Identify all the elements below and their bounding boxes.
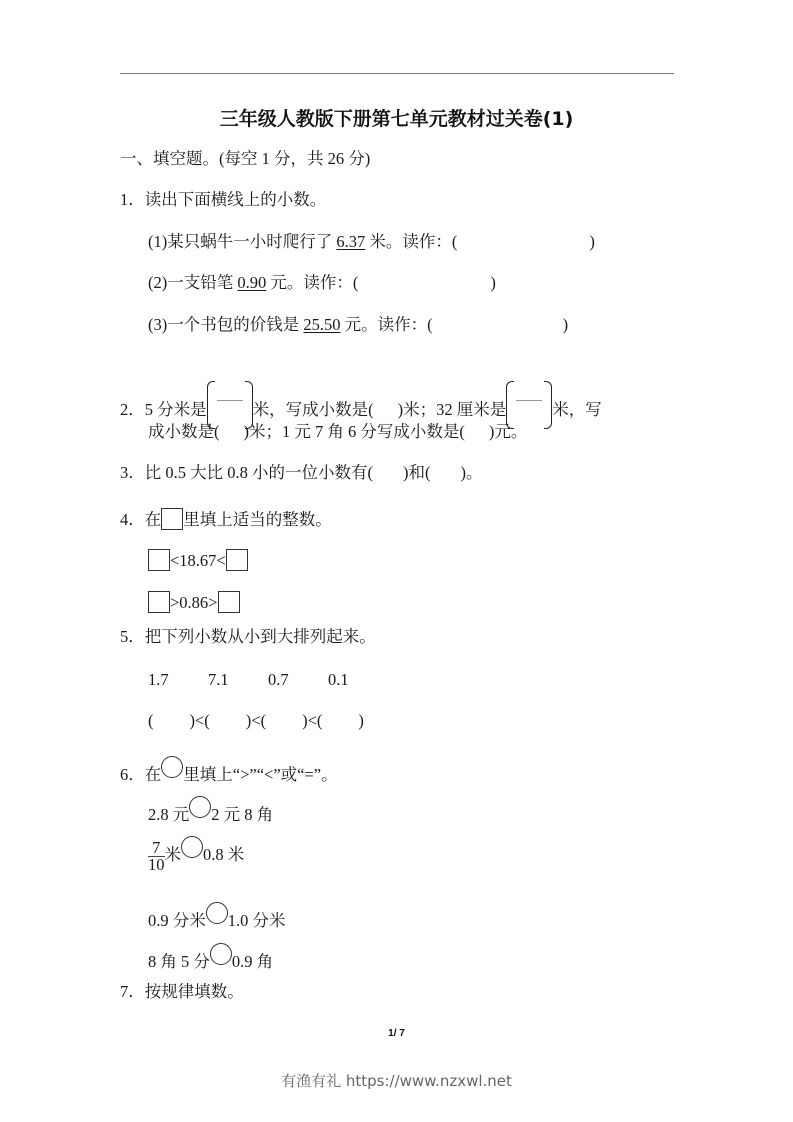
question-number: 7． <box>120 982 145 1001</box>
question-6: 6．在 里填上“>”“<”或“=”。 <box>120 756 338 785</box>
circle-answer-box[interactable] <box>206 902 228 924</box>
question-4: 4．在 里填上适当的整数。 <box>120 510 332 529</box>
question-3: 3．比 0.5 大比 0.8 小的一位小数有( )和( )。 <box>120 463 483 482</box>
question-stem: 读出下面横线上的小数。 <box>144 190 327 209</box>
q5-answer-row: ( )<( )<( )<( ) <box>148 711 364 730</box>
underlined-number: 0.90 <box>237 273 267 292</box>
underlined-number: 25.50 <box>303 315 341 334</box>
q6-item-4: 8 角 5 分 0.9 角 <box>148 943 273 972</box>
circle-icon <box>161 756 183 778</box>
square-answer-box[interactable] <box>226 549 248 571</box>
header-rule <box>120 73 674 74</box>
q1-item-1: (1)某只蜗牛一小时爬行了 6.37 米。读作：( ) <box>148 232 595 251</box>
question-1 <box>120 190 326 210</box>
question-7: 7．按规律填数。 <box>120 982 244 1001</box>
section-heading: 一、填空题。(每空 1 分，共 26 分) <box>120 149 371 168</box>
q6-item-3: 0.9 分米 1.0 分米 <box>148 902 286 931</box>
square-answer-box[interactable] <box>218 591 240 613</box>
square-answer-box[interactable] <box>148 591 170 613</box>
q6-item-1: 2.8 元 2 元 8 角 <box>148 796 273 825</box>
question-2: 2．5 分米是 米，写成小数是( )米；32 厘米是 米，写 <box>120 381 602 429</box>
page-number: 1/ 7 <box>388 1028 405 1039</box>
square-answer-box[interactable] <box>148 549 170 571</box>
circle-answer-box[interactable] <box>189 796 211 818</box>
page-title: 三年级人教版下册第七单元教材过关卷(1) <box>219 108 574 130</box>
q5-numbers: 1.7 7.1 0.7 0.1 <box>148 670 349 689</box>
question-number: 4． <box>120 510 145 529</box>
question-number: 6． <box>120 765 145 784</box>
fraction: $\frac{7}{10}$ <box>148 837 165 874</box>
question-number: 3． <box>120 463 145 482</box>
q1-item-2: (2)一支铅笔 0.90 元。读作：( ) <box>148 273 496 292</box>
underlined-number: 6.37 <box>336 232 366 251</box>
circle-answer-box[interactable] <box>210 943 232 965</box>
q4-row-1: <18.67< <box>148 549 248 571</box>
q4-row-2: >0.86> <box>148 591 240 613</box>
question-number: 5． <box>120 627 145 646</box>
question-number: 1． <box>120 190 145 209</box>
question-5: 5．把下列小数从小到大排列起来。 <box>120 627 376 646</box>
circle-answer-box[interactable] <box>181 836 203 858</box>
question-2-line-2: 成小数是( )米；1 元 7 角 6 分写成小数是( )元。 <box>148 422 528 441</box>
question-number: 2． <box>120 400 145 419</box>
square-box-icon <box>161 508 183 530</box>
watermark: 有渔有礼 https://www.nzxwl.net <box>281 1072 512 1090</box>
q1-item-3: (3)一个书包的价钱是 25.50 元。读作：( ) <box>148 315 569 334</box>
q6-item-2: $\frac{7}{10}$ 米 0.8 米 <box>148 837 245 874</box>
